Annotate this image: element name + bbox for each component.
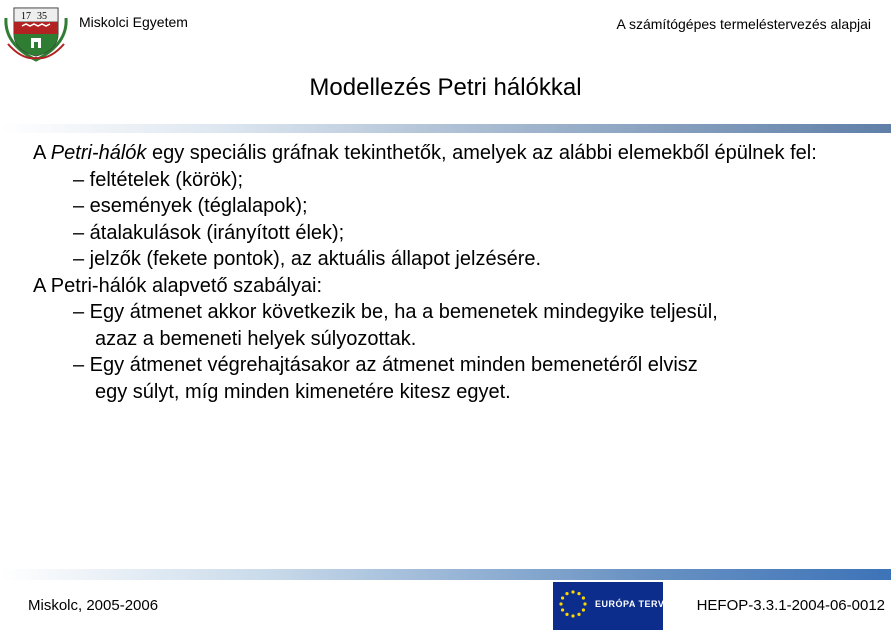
- element-item-tokens: – jelzők (fekete pontok), az aktuális állapot jelzésére.: [73, 248, 542, 270]
- svg-text:35: 35: [37, 11, 47, 22]
- eu-europa-terv-logo: [553, 582, 663, 630]
- eu-stars-icon: [553, 582, 593, 630]
- footer-divider-bar: [0, 569, 891, 580]
- intro-paragraph: [33, 140, 873, 167]
- university-name: Miskolci Egyetem: [79, 14, 188, 30]
- rule-2-line-1: – Egy átmenet végrehajtásakor az átmenet minden bemenetéről elvisz: [73, 354, 698, 376]
- title-divider-bar: [0, 124, 891, 133]
- slide-title: Modellezés Petri hálókkal: [309, 74, 582, 101]
- footer-project-code: HEFOP-3.3.1-2004-06-0012: [696, 597, 885, 614]
- intro-text-2: egy speciális gráfnak tekinthetők, amelyek az alábbi elemekből épülnek fel:: [146, 142, 817, 164]
- element-item-events: – események (téglalapok);: [73, 195, 308, 217]
- university-crest-logo: [2, 0, 70, 64]
- course-title: A számítógépes termeléstervezés alapjai: [616, 16, 871, 32]
- intro-emphasis: Petri-hálók: [50, 142, 147, 164]
- rule-1-line-1: – Egy átmenet akkor következik be, ha a bemenetek mindegyike teljesül,: [73, 301, 718, 323]
- rule-2-line-2: egy súlyt, míg minden kimenetére kitesz egyet.: [95, 380, 511, 403]
- footer-place-date: Miskolc, 2005-2006: [28, 597, 159, 614]
- element-item-transitions: – átalakulások (irányított élek);: [73, 221, 345, 244]
- rules-heading: A Petri-hálók alapvető szabályai:: [33, 274, 323, 297]
- element-item-conditions: – feltételek (körök);: [73, 168, 244, 191]
- intro-text-1: A: [33, 142, 51, 164]
- rule-1-line-2: azaz a bemeneti helyek súlyozottak.: [95, 327, 417, 350]
- slide-body: [33, 140, 873, 405]
- eu-logo-text: EURÓPA TERV: [595, 599, 665, 609]
- svg-text:17: 17: [21, 11, 31, 22]
